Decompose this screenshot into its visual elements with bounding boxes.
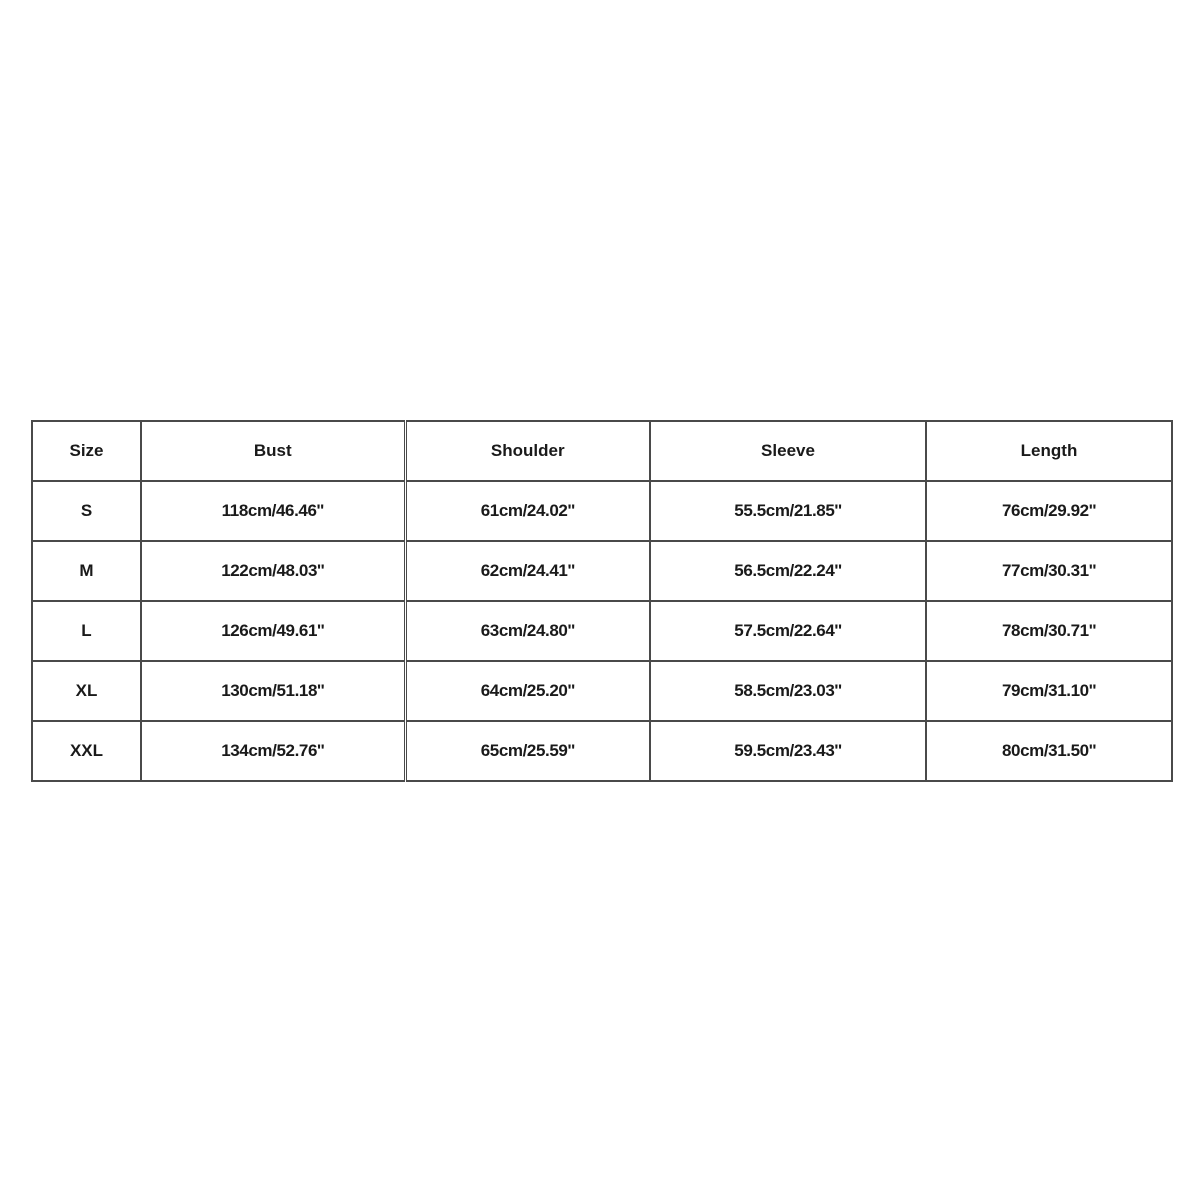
table-header-row: [32, 421, 1172, 481]
cell-length: 77cm/30.31'': [926, 541, 1172, 601]
size-chart-table: [31, 420, 1173, 782]
cell-length: 80cm/31.50'': [926, 721, 1172, 781]
cell-size: L: [32, 601, 141, 661]
header-sleeve: Sleeve: [650, 421, 926, 481]
cell-size: S: [32, 481, 141, 541]
table-row: [32, 721, 1172, 781]
cell-size: XXL: [32, 721, 141, 781]
table-row: [32, 601, 1172, 661]
cell-shoulder: 62cm/24.41'': [405, 541, 650, 601]
header-size: Size: [32, 421, 141, 481]
cell-sleeve: 57.5cm/22.64'': [650, 601, 926, 661]
cell-size: M: [32, 541, 141, 601]
cell-shoulder: 61cm/24.02'': [405, 481, 650, 541]
cell-sleeve: 59.5cm/23.43'': [650, 721, 926, 781]
table-row: [32, 661, 1172, 721]
cell-bust: 130cm/51.18'': [141, 661, 405, 721]
cell-shoulder: 65cm/25.59'': [405, 721, 650, 781]
cell-length: 78cm/30.71'': [926, 601, 1172, 661]
header-bust: Bust: [141, 421, 405, 481]
header-shoulder: Shoulder: [405, 421, 650, 481]
cell-bust: 126cm/49.61'': [141, 601, 405, 661]
table-row: [32, 541, 1172, 601]
cell-bust: 118cm/46.46'': [141, 481, 405, 541]
cell-shoulder: 63cm/24.80'': [405, 601, 650, 661]
cell-size: XL: [32, 661, 141, 721]
header-length: Length: [926, 421, 1172, 481]
cell-length: 76cm/29.92'': [926, 481, 1172, 541]
cell-sleeve: 56.5cm/22.24'': [650, 541, 926, 601]
cell-shoulder: 64cm/25.20'': [405, 661, 650, 721]
cell-sleeve: 55.5cm/21.85'': [650, 481, 926, 541]
cell-length: 79cm/31.10'': [926, 661, 1172, 721]
cell-bust: 122cm/48.03'': [141, 541, 405, 601]
cell-sleeve: 58.5cm/23.03'': [650, 661, 926, 721]
table-row: [32, 481, 1172, 541]
cell-bust: 134cm/52.76'': [141, 721, 405, 781]
